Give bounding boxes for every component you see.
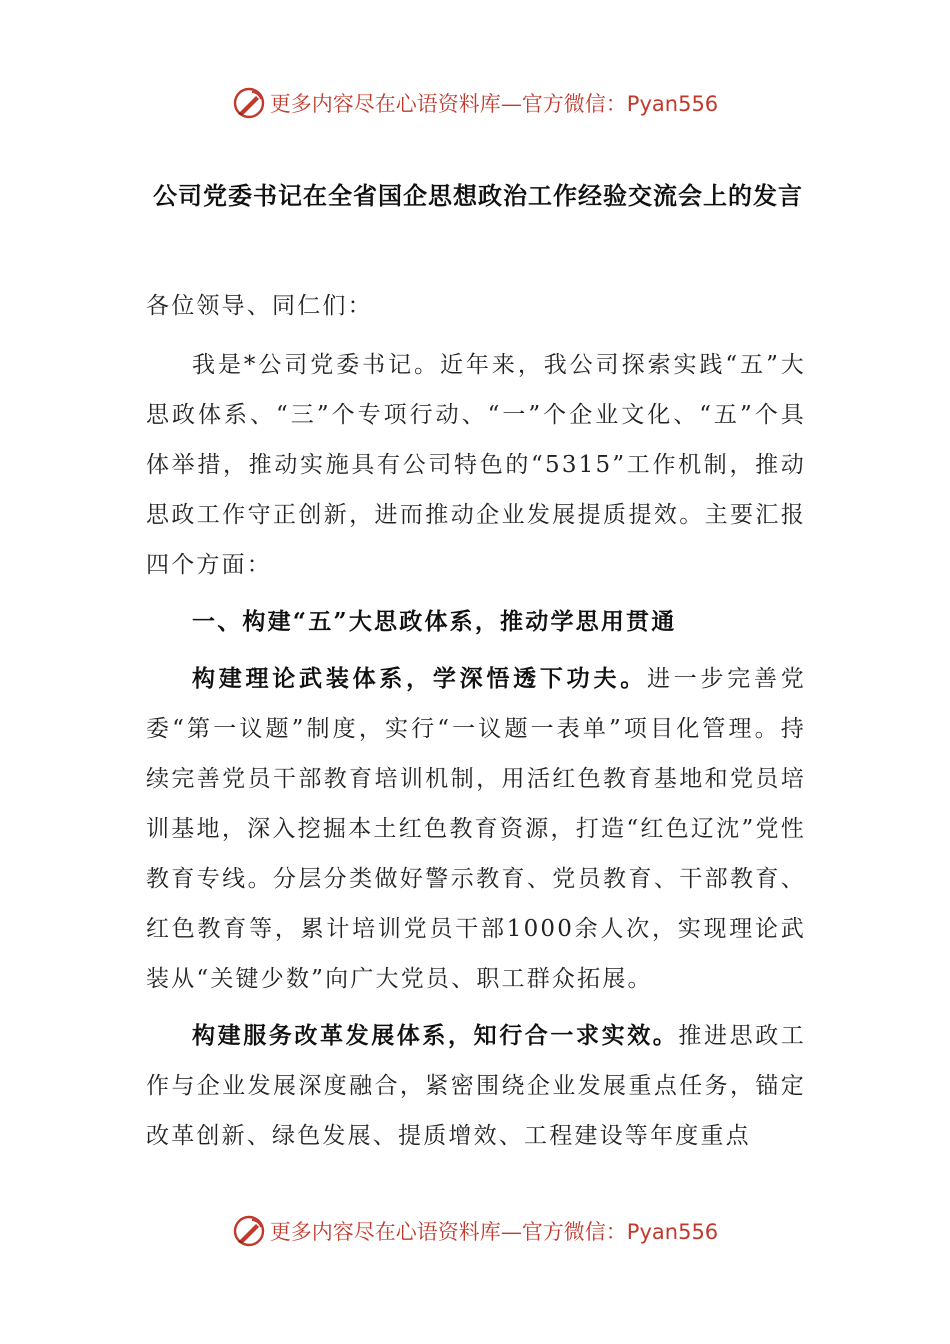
paragraph-lead: 构建服务改革发展体系，知行合一求实效。	[192, 1022, 679, 1049]
banner-main-text: 更多内容尽在心语资料库	[269, 1220, 501, 1244]
banner-text	[270, 88, 718, 118]
footer-banner	[0, 1208, 950, 1254]
paragraph-body: 推进思政工作与企业发展深度融合，紧密围绕企业发展重点任务，锚定改革创新、绿色发展、提质增效、工程建设等年度重点	[146, 1023, 806, 1149]
paragraph-reform	[146, 1011, 806, 1161]
pen-logo-icon	[232, 86, 266, 120]
banner-wechat-text: 官方微信：Pyan556	[521, 1220, 719, 1244]
paragraph-body: 进一步完善党委“第一议题”制度，实行“一议题一表单”项目化管理。持续完善党员干部教育培训机制，用活红色教育基地和党员培训基地，深入挖掘本土红色教育资源，打造“红色辽沈”党性教育专线。分层分类做好警示教育、党员教育、干部教育、红色教育等，累计培训党员干部1000余人次，实现理论武装从“关键少数”向广大党员、职工群众拓展。	[146, 666, 807, 992]
intro-paragraph: 我是*公司党委书记。近年来，我公司探索实践“五”大思政体系、“三”个专项行动、“一”个企业文化、“五”个具体举措，推动实施具有公司特色的“5315”工作机制，推动思政工作守正创新，进而推动企业发展提质提效。主要汇报四个方面：	[146, 352, 806, 578]
banner-separator: —	[500, 92, 522, 116]
greeting: 各位领导、同仁们：	[146, 293, 373, 319]
pen-logo-icon	[232, 1214, 266, 1248]
banner-separator: —	[500, 1220, 522, 1244]
banner-main-text: 更多内容尽在心语资料库	[269, 92, 501, 116]
paragraph-theory	[146, 654, 806, 1004]
section-heading: 一、构建“五”大思政体系，推动学思用贯通	[192, 608, 677, 635]
header-banner	[0, 80, 950, 126]
paragraph-lead: 构建理论武装体系，学深悟透下功夫。	[192, 665, 647, 692]
banner-text	[270, 1216, 718, 1246]
document-title: 公司党委书记在全省国企思想政治工作经验交流会上的发言	[153, 181, 803, 210]
banner-wechat-text: 官方微信：Pyan556	[521, 92, 719, 116]
